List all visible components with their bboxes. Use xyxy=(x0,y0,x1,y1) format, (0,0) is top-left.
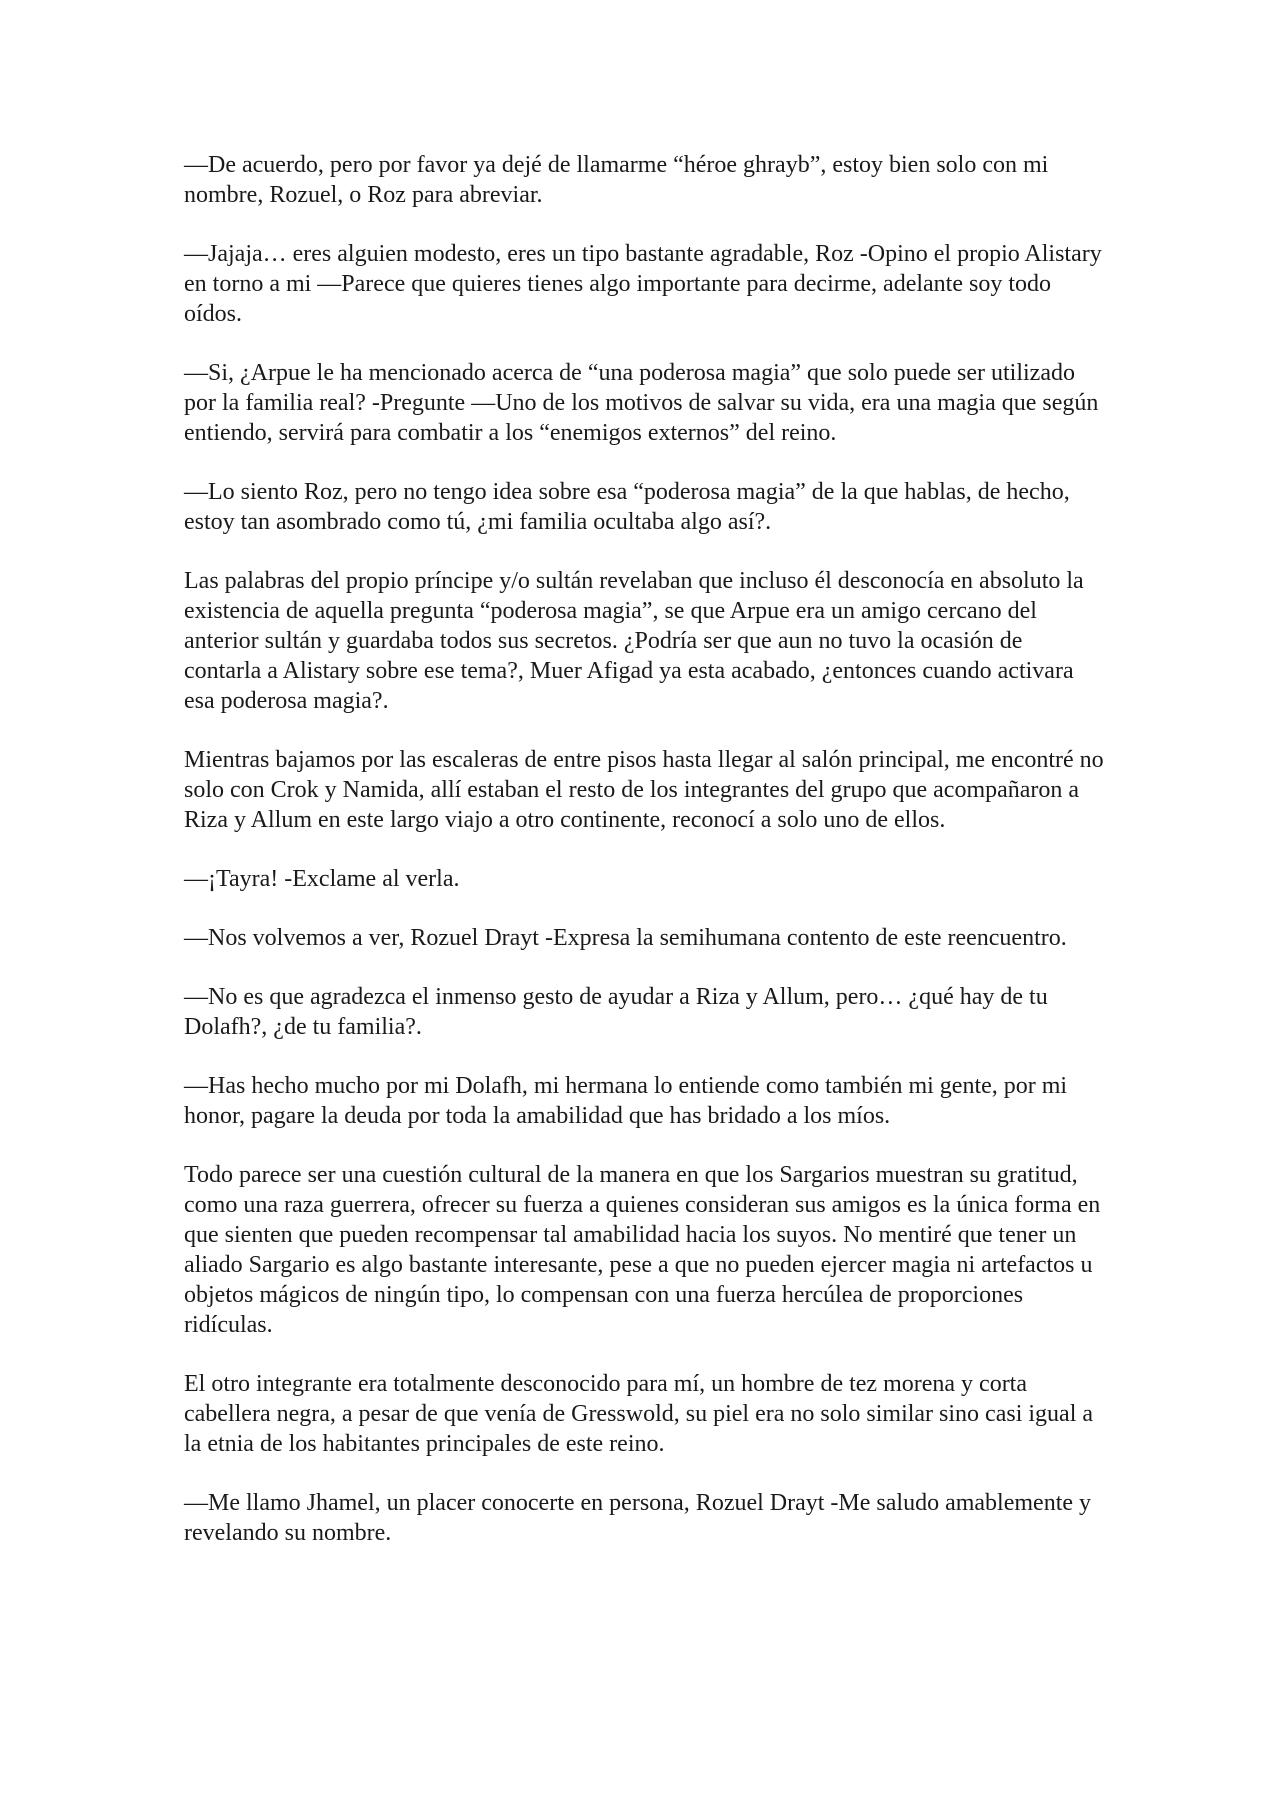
paragraph-12: El otro integrante era totalmente desconocido para mí, un hombre de tez morena y corta cabellera negra, a pesar de que venía de Gresswold, su piel era no solo similar sino casi igual a la etnia de los habitantes principales de este reino. xyxy=(184,1371,1094,1457)
paragraph-8: —Nos volvemos a ver, Rozuel Drayt -Expresa la semihumana contento de este reencuentro. xyxy=(184,925,1067,951)
paragraph-9: —No es que agradezca el inmenso gesto de ayudar a Riza y Allum, pero… ¿qué hay de tu Dolafh?, ¿de tu familia?. xyxy=(184,984,1048,1040)
paragraph-5: Las palabras del propio príncipe y/o sultán revelaban que incluso él desconocía en absoluto la existencia de aquella pregunta “poderosa magia”, se que Arpue era un amigo cercano del anterior sultán y guardaba todos sus secretos. ¿Podría ser que aun no tuvo la ocasión de contarla a Alistary sobre ese tema?, Muer Afigad ya esta acabado, ¿entonces cuando activara esa poderosa magia?. xyxy=(184,568,1084,714)
paragraph-10: —Has hecho mucho por mi Dolafh, mi hermana lo entiende como también mi gente, por mi honor, pagare la deuda por toda la amabilidad que has bridado a los míos. xyxy=(184,1073,1068,1129)
paragraph-4: —Lo siento Roz, pero no tengo idea sobre esa “poderosa magia” de la que hablas, de hecho, estoy tan asombrado como tú, ¿mi familia ocultaba algo así?. xyxy=(184,479,1070,535)
paragraph-13: —Me llamo Jhamel, un placer conocerte en persona, Rozuel Drayt -Me saludo amablemente y revelando su nombre. xyxy=(184,1490,1092,1546)
paragraph-2: —Jajaja… eres alguien modesto, eres un tipo bastante agradable, Roz -Opino el propio Alistary en torno a mi —Parece que quieres tienes algo importante para decirme, adelante soy todo oídos. xyxy=(184,241,1102,327)
paragraph-7: —¡Tayra! -Exclame al verla. xyxy=(184,866,460,892)
paragraph-11: Todo parece ser una cuestión cultural de la manera en que los Sargarios muestran su gratitud, como una raza guerrera, ofrecer su fuerza a quienes consideran sus amigos es la única forma en que sienten que pueden recompensar tal amabilidad hacia los suyos. No mentiré que tener un aliado Sargario es algo bastante interesante, pese a que no pueden ejercer magia ni artefactos u objetos mágicos de ningún tipo, lo compensan con una fuerza hercúlea de proporciones ridículas. xyxy=(184,1162,1101,1338)
document-body xyxy=(184,150,1104,1577)
paragraph-1: —De acuerdo, pero por favor ya dejé de llamarme “héroe ghrayb”, estoy bien solo con mi nombre, Rozuel, o Roz para abreviar. xyxy=(184,152,1049,208)
paragraph-6: Mientras bajamos por las escaleras de entre pisos hasta llegar al salón principal, me encontré no solo con Crok y Namida, allí estaban el resto de los integrantes del grupo que acompañaron a Riza y Allum en este largo viajo a otro continente, reconocí a solo uno de ellos. xyxy=(184,747,1104,833)
paragraph-3: —Si, ¿Arpue le ha mencionado acerca de “una poderosa magia” que solo puede ser utilizado por la familia real? -Pregunte —Uno de los motivos de salvar su vida, era una magia que según entiendo, servirá para combatir a los “enemigos externos” del reino. xyxy=(184,360,1099,446)
